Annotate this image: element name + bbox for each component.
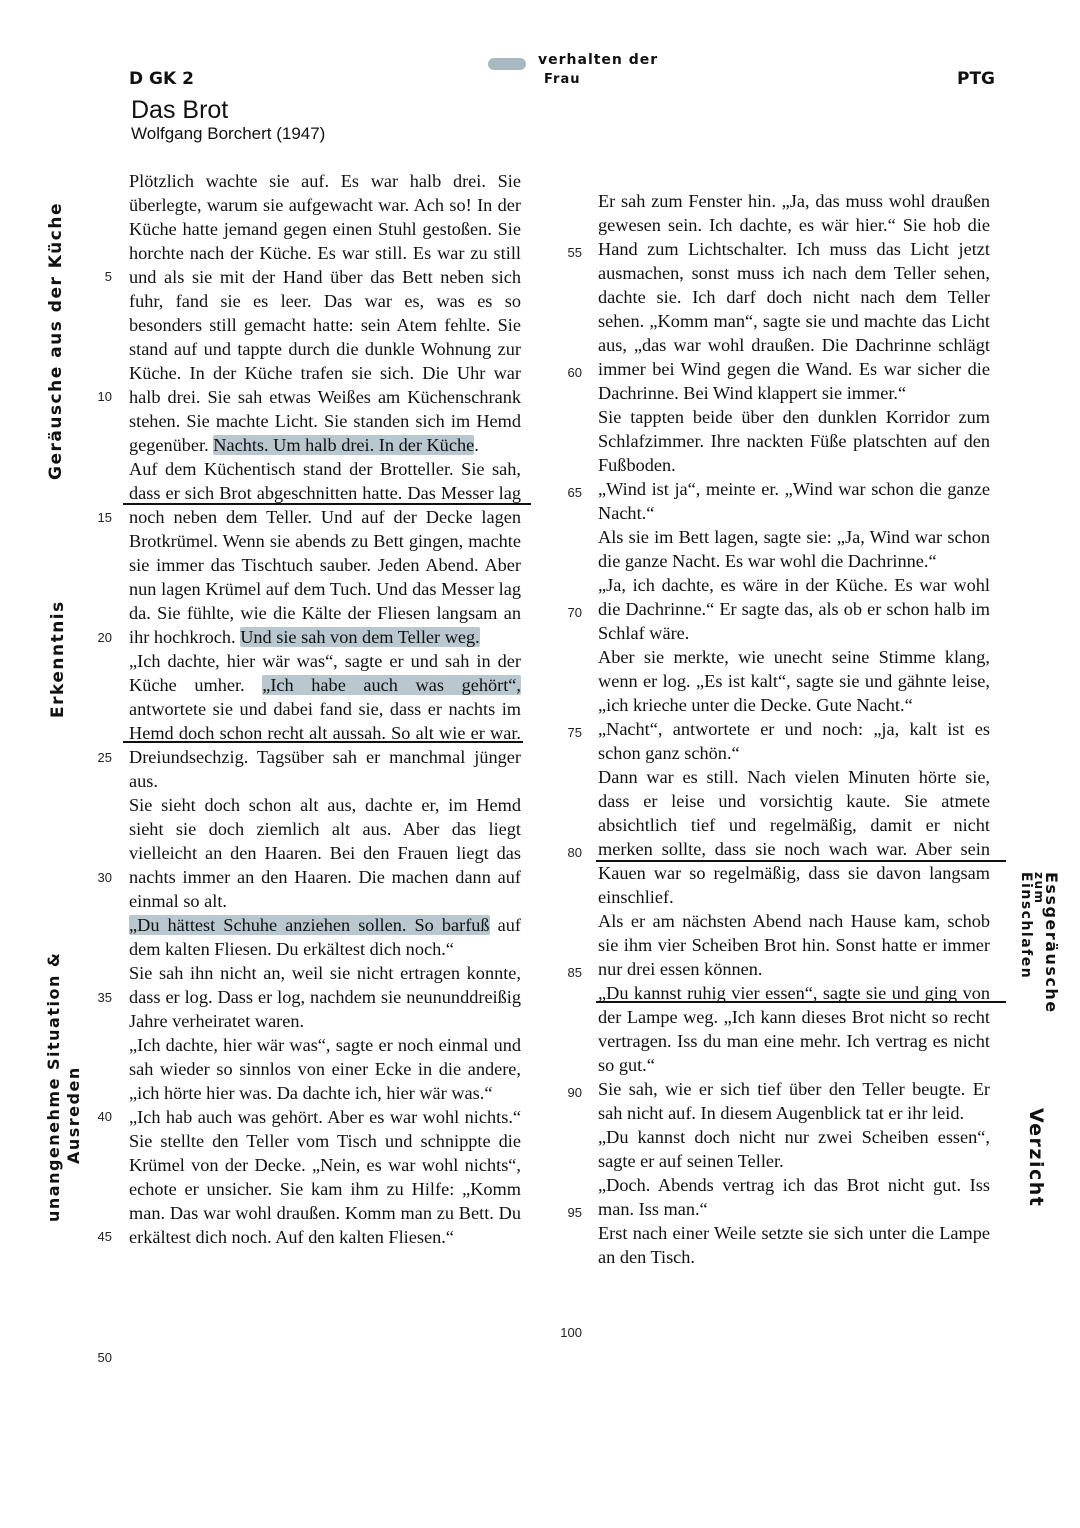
paragraph: „Ich hab auch was gehört. Aber es war wohl nichts.“ Sie stellte den Teller vom Tisch und schnippte die Krümel von der Decke. „Nein, es war wohl nichts“, echote er unsicher. Sie kam ihm zu Hilfe: „Komm man. Das war wohl draußen. Komm man zu Bett. Du erkältest dich noch. Auf den kalten Fliesen.“	[129, 1107, 521, 1247]
highlight: Nachts. Um halb drei. In der Küche	[213, 435, 475, 455]
paragraph: Sie tappten beide über den dunklen Korridor zum Schlafzimmer. Ihre nackten Füße platschten auf den Fußboden.	[598, 407, 990, 475]
paragraph: Als er am nächsten Abend nach Hause kam, schob sie ihm vier Scheiben Brot hin. Sonst hatte er immer nur drei essen können.	[598, 911, 990, 979]
line-number: 80	[567, 845, 582, 860]
line-number: 15	[97, 510, 112, 525]
paragraph: „Ich dachte, hier wär was“, sagte er und sah in der Küche umher. „Ich habe auch was gehört“, antwortete sie und dabei fand sie, dass er nachts im Hemd doch schon recht alt aussah. So alt wie er war. Dreiundsechzig. Tagsüber sah er manchmal jünger aus.	[129, 651, 521, 791]
highlight: „Du hättest Schuhe anziehen sollen. So barfuß	[129, 915, 490, 935]
line-number: 5	[104, 269, 112, 284]
legend-label-line2: Frau	[544, 72, 581, 87]
side-note-realization: Erkenntnis	[48, 600, 68, 718]
legend-label-line1: verhalten der	[538, 52, 659, 68]
paragraph: „Ja, ich dachte, es wäre in der Küche. Es war wohl die Dachrinne.“ Er sagte das, als ob er schon halb im Schlaf wäre.	[598, 575, 990, 643]
paragraph: Sie sah ihn nicht an, weil sie nicht ertragen konnte, dass er log. Dass er log, nachdem sie neununddreißig Jahre verheiratet waren.	[129, 963, 521, 1031]
paragraph: „Nacht“, antwortete er und noch: „ja, kalt ist es schon ganz schön.“	[598, 719, 990, 763]
line-number: 30	[97, 870, 112, 885]
line-number: 45	[97, 1229, 112, 1244]
paragraph: Als sie im Bett lagen, sagte sie: „Ja, Wind war schon die ganze Nacht. Es war wohl die Dachrinne.“	[598, 527, 990, 571]
side-note-eating-line2: zum	[1032, 872, 1046, 905]
line-number: 55	[567, 245, 582, 260]
paragraph: Sie sah, wie er sich tief über den Teller beugte. Er sah nicht auf. In diesem Augenblick tat er ihr leid.	[598, 1079, 990, 1123]
paragraph: „Ich dachte, hier wär was“, sagte er noch einmal und sah wieder so sinnlos von einer Ecke in die andere, „ich hörte hier was. Da dachte ich, hier wär was.“	[129, 1035, 521, 1103]
paragraph: Erst nach einer Weile setzte sie sich unter die Lampe an den Tisch.	[598, 1223, 990, 1267]
side-note-situation-line1: unangenehme Situation &	[44, 951, 63, 1222]
line-number: 40	[97, 1109, 112, 1124]
course-label: D GK 2	[129, 69, 194, 89]
line-number: 20	[97, 630, 112, 645]
line-number: 25	[97, 750, 112, 765]
side-note-eating-line1: Essgeräusche	[1042, 872, 1061, 1014]
line-number: 60	[567, 365, 582, 380]
side-note-situation-line2: Ausreden	[64, 1066, 83, 1164]
author-line: Wolfgang Borchert (1947)	[131, 124, 326, 143]
side-note-noises: Geräusche aus der Küche	[46, 202, 66, 480]
paragraph: Er sah zum Fenster hin. „Ja, das muss wohl draußen gewesen sein. Ich dachte, es wär hier.“ Sie hob die Hand zum Lichtschalter. Ich muss das Licht jetzt ausmachen, sonst muss ich nach dem Teller sehen, dachte sie. Ich darf doch nicht nach dem Teller sehen. „Komm man“, sagte sie und machte das Licht aus, „das war wohl draußen. Die Dachrinne schlägt immer bei Wind gegen die Wand. Es war sicher die Dachrinne. Bei Wind klappert sie immer.“	[598, 191, 990, 403]
line-number: 70	[567, 605, 582, 620]
paragraph: Sie sieht doch schon alt aus, dachte er, im Hemd sieht sie doch ziemlich alt aus. Aber das liegt vielleicht an den Haaren. Bei den Frauen liegt das nachts immer an den Haaren. Die machen dann auf einmal so alt.	[129, 795, 521, 911]
highlight: Und sie sah von dem Teller weg.	[240, 627, 480, 647]
paragraph: „Du hättest Schuhe anziehen sollen. So barfuß auf dem kalten Fliesen. Du erkältest dich noch.“	[129, 915, 521, 959]
paragraph: Aber sie merkte, wie unecht seine Stimme klang, wenn er log. „Es ist kalt“, sagte sie und gähnte leise, „ich krieche unter die Decke. Gute Nacht.“	[598, 647, 990, 715]
paragraph: „Doch. Abends vertrag ich das Brot nicht gut. Iss man. Iss man.“	[598, 1175, 990, 1219]
side-note-eating-sounds	[1018, 872, 1061, 1014]
line-number: 100	[560, 1325, 582, 1340]
page-title: Das Brot	[131, 96, 229, 124]
line-number: 10	[97, 389, 112, 404]
side-note-eating-line3: Einschlafen	[1018, 872, 1034, 980]
line-number: 50	[97, 1350, 112, 1365]
line-number: 35	[97, 990, 112, 1005]
line-number: 90	[567, 1085, 582, 1100]
paragraph: Plötzlich wachte sie auf. Es war halb drei. Sie überlegte, warum sie aufgewacht war. Ach so! In der Küche hatte jemand gegen einen Stuhl gestoßen. Sie horchte nach der Küche. Es war still. Es war zu still und als sie mit der Hand über das Bett neben sich fuhr, fand sie es leer. Das war es, was es so besonders still gemacht hatte: sein Atem fehlte. Sie stand auf und tappte durch die dunkle Wohnung zur Küche. In der Küche trafen sie sich. Die Uhr war halb drei. Sie sah etwas Weißes am Küchenschrank stehen. Sie machte Licht. Sie standen sich im Hemd gegenüber. Nachts. Um halb drei. In der Küche.	[129, 171, 521, 455]
legend-swatch	[488, 58, 526, 70]
highlight: „Ich habe auch was gehört“,	[262, 675, 521, 695]
paragraph: „Du kannst doch nicht nur zwei Scheiben essen“, sagte er auf seinen Teller.	[598, 1127, 990, 1171]
paragraph: „Wind ist ja“, meinte er. „Wind war schon die ganze Nacht.“	[598, 479, 990, 523]
line-number: 75	[567, 725, 582, 740]
side-note-situation	[44, 952, 84, 1222]
text-column-left	[129, 169, 521, 1249]
line-number: 95	[567, 1205, 582, 1220]
paragraph: Auf dem Küchentisch stand der Brotteller. Sie sah, dass er sich Brot abgeschnitten hatte. Das Messer lag noch neben dem Teller. Und auf der Decke lagen Brotkrümel. Wenn sie abends zu Bett gingen, machte sie immer das Tischtuch sauber. Jeden Abend. Aber nun lagen Krümel auf dem Tuch. Und das Messer lag da. Sie fühlte, wie die Kälte der Fliesen langsam an ihr hochkroch. Und sie sah von dem Teller weg.	[129, 459, 521, 647]
school-label: PTG	[957, 69, 996, 89]
line-number: 85	[567, 965, 582, 980]
side-note-renunciation: Verzicht	[1025, 1108, 1047, 1208]
highlight-legend	[488, 54, 708, 94]
paragraph: Dann war es still. Nach vielen Minuten hörte sie, dass er leise und vorsichtig kaute. Sie atmete absichtlich tief und regelmäßig, damit er nicht merken sollte, dass sie noch wach war. Aber sein Kauen war so regelmäßig, dass sie davon langsam einschlief.	[598, 767, 990, 907]
line-number: 65	[567, 485, 582, 500]
paragraph: „Du kannst ruhig vier essen“, sagte sie und ging von der Lampe weg. „Ich kann dieses Brot nicht so recht vertragen. Iss du man eine mehr. Ich vertrag es nicht so gut.“	[598, 983, 990, 1075]
text-column-right	[598, 189, 990, 1269]
